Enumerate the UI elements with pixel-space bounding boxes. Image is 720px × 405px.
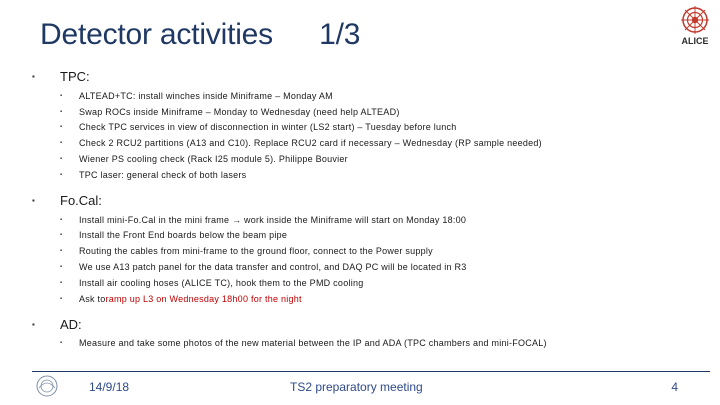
item-text: Install the Front End boards below the beam pipe [79, 230, 288, 241]
logo-text: ALICE [681, 36, 709, 46]
bullet-icon: ▪ [32, 195, 35, 205]
list-item [60, 120, 712, 136]
item-text: TPC laser: general check of both lasers [79, 169, 247, 180]
cern-logo-icon [35, 374, 59, 398]
item-text: ALTEAD+TC: install winches inside Miniframe – Monday AM [79, 90, 333, 101]
bullet-icon: ▪ [60, 279, 63, 286]
section-heading: Fo.Cal: [60, 192, 102, 208]
alice-logo [676, 4, 714, 46]
list-item [60, 228, 712, 244]
section-heading: AD: [60, 316, 82, 332]
list-item [60, 135, 712, 151]
bullet-icon: ▪ [60, 108, 63, 115]
slide-number: 4 [671, 380, 678, 394]
tpc-list [60, 88, 712, 183]
list-item [60, 88, 712, 104]
list-item [60, 104, 712, 120]
footer-title: TS2 preparatory meeting [290, 380, 423, 394]
list-item [60, 336, 712, 352]
bullet-icon: ▪ [60, 156, 63, 163]
bullet-icon: ▪ [60, 264, 63, 271]
bullet-icon: ▪ [60, 171, 63, 178]
item-text: Routing the cables from mini-frame to the ground floor, connect to the Power supply [79, 246, 433, 257]
bullet-icon: ▪ [60, 216, 63, 223]
item-text: Check TPC services in view of disconnection in winter (LS2 start) – Tuesday before lunch [79, 122, 457, 133]
footer-date: 14/9/18 [89, 380, 130, 394]
bullet-icon: ▪ [60, 124, 63, 131]
slide-page-marker: 1/3 [319, 18, 361, 51]
item-text: Check 2 RCU2 partitions (A13 and C10). Replace RCU2 card if necessary – Wednesday (RP sample needed) [79, 138, 542, 149]
bullet-icon: ▪ [60, 92, 63, 99]
slide-title [40, 18, 360, 52]
section-heading: TPC: [60, 69, 90, 84]
bullet-icon: ▪ [60, 295, 63, 302]
list-item [60, 212, 712, 228]
list-item [60, 243, 712, 259]
item-text: Measure and take some photos of the new material between the IP and ADA (TPC chambers and mini-FOCAL) [79, 338, 547, 349]
item-text: Wiener PS cooling check (Rack I25 module 5). Philippe Bouvier [79, 154, 348, 165]
bullet-icon: ▪ [60, 340, 63, 347]
section-tpc [32, 68, 712, 183]
focal-list [60, 212, 712, 307]
alice-logo-icon [681, 6, 709, 34]
section-ad [32, 316, 712, 352]
section-focal [32, 192, 712, 307]
list-item [60, 275, 712, 291]
bullet-icon: ▪ [32, 319, 35, 329]
list-item [60, 151, 712, 167]
item-text: Install air cooling hoses (ALICE TC), hook them to the PMD cooling [79, 277, 364, 288]
list-item [60, 259, 712, 275]
bullet-icon: ▪ [60, 232, 63, 239]
slide-content [32, 68, 712, 360]
bullet-icon: ▪ [60, 140, 63, 147]
item-text: Swap ROCs inside Miniframe – Monday to Wednesday (need help ALTEAD) [79, 106, 400, 117]
ad-list [60, 336, 712, 352]
list-item [60, 167, 712, 183]
bullet-icon: ▪ [60, 248, 63, 255]
list-item [60, 291, 712, 307]
item-text: Ask to [79, 293, 106, 304]
slide-title-text: Detector activities [40, 18, 273, 51]
item-highlight-text: ramp up L3 on Wednesday 18h00 for the night [105, 293, 302, 304]
item-text: Install mini-Fo.Cal in the mini frame → work inside the Miniframe will start on Monday 18:00 [79, 214, 467, 225]
footer-divider [32, 371, 710, 372]
bullet-icon: ▪ [32, 72, 35, 81]
item-text: We use A13 patch panel for the data transfer and control, and DAQ PC will be located in R3 [79, 262, 467, 273]
